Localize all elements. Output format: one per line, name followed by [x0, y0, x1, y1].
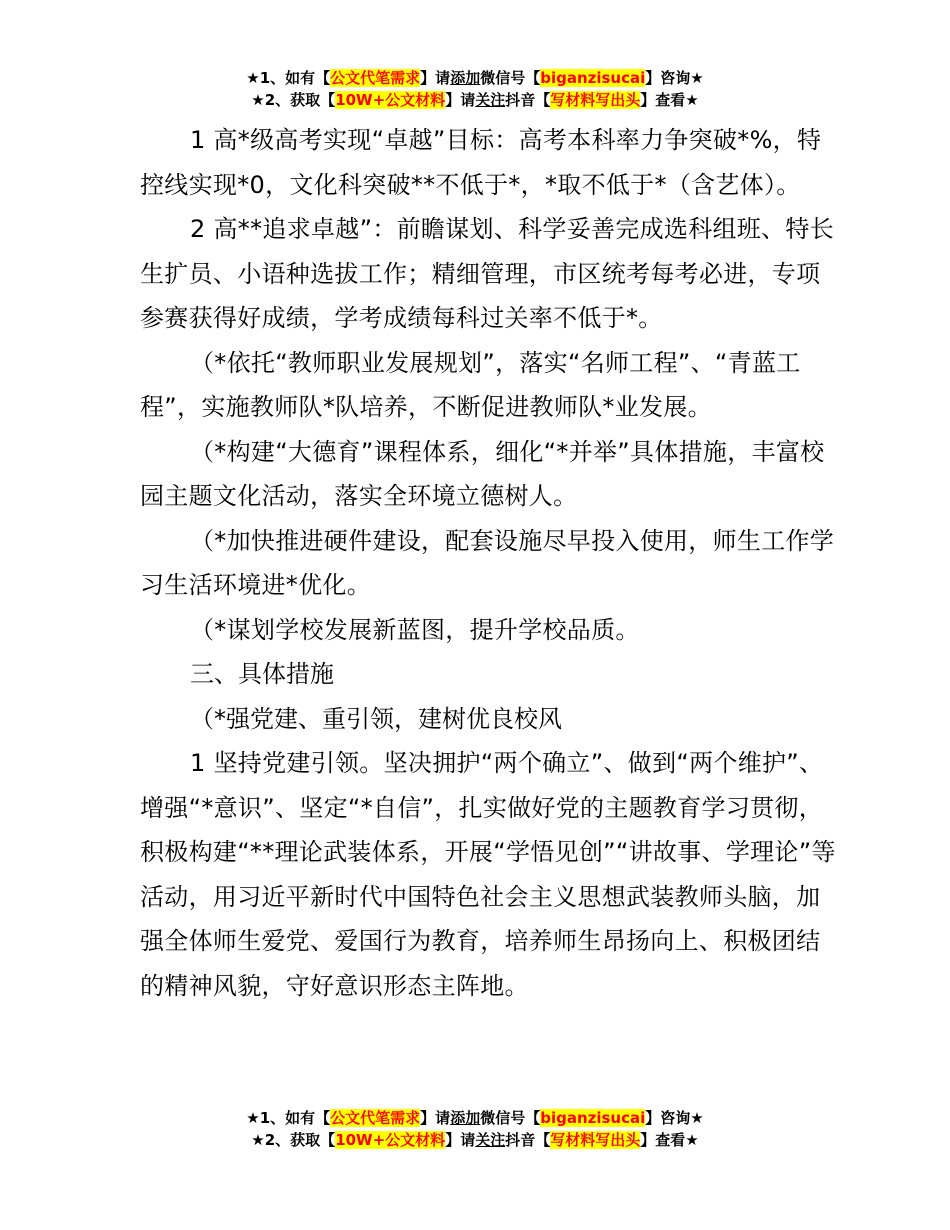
paragraph: （*谋划学校发展新蓝图，提升学校品质。: [190, 615, 640, 644]
banner-line-2: [0, 89, 950, 111]
highlighted-text: 公文代笔需求: [330, 69, 421, 87]
paragraph: （*依托“教师职业发展规划”，落实“名师工程”、“青蓝工程”，实施教师队*队培养，不断促进教师队*业发展。: [140, 348, 801, 421]
banner-text: 抖音【: [505, 1131, 551, 1149]
banner-text: 抖音【: [505, 91, 551, 109]
footer-banner: [0, 1107, 950, 1151]
highlighted-text: 10W+公文材料: [335, 1131, 446, 1149]
banner-text: 】咨询★: [645, 69, 704, 87]
banner-text: ★1、如有【: [246, 1109, 331, 1127]
banner-text: 】请: [445, 91, 476, 109]
header-banner: [0, 67, 950, 111]
paragraph: （*加快推进硬件建设，配套设施尽早投入使用，师生工作学习生活环境进*优化。: [140, 526, 835, 599]
banner-line-2: [0, 1129, 950, 1151]
banner-text: 】查看★: [640, 91, 699, 109]
banner-line-1: [0, 67, 950, 89]
paragraph: 1 坚持党建引领。坚决拥护“两个确立”、做到“两个维护”、增强“*意识”、坚定“*自信”，扎实做好党的主题教育学习贯彻，积极构建“**理论武装体系，开展“学悟见创”“讲故事、学理论”等活动，用习近平新时代中国特色社会主义思想武装教师头脑，加强全体师生爱党、爱国行为教育，培养师生昂扬向上、积极团结的精神风貌，守好意识形态主阵地。: [140, 749, 836, 1000]
underlined-text: 关注: [475, 91, 506, 109]
banner-text: ★2、获取【: [251, 1131, 336, 1149]
banner-line-1: [0, 1107, 950, 1129]
section-heading: 三、具体措施: [190, 660, 334, 688]
subheading: （*强党建、重引领，建树优良校风: [190, 704, 562, 733]
highlighted-text: 10W+公文材料: [335, 91, 446, 109]
paragraph: 1 高*级高考实现“卓越”目标：高考本科率力争突破*%，特控线实现*0，文化科突破**不低于*，*取不低于*（含艺体）。: [140, 126, 822, 199]
banner-text: 微信号【: [480, 1109, 541, 1127]
banner-text: ★2、获取【: [251, 91, 336, 109]
banner-text: 】请: [445, 1131, 476, 1149]
document-body: [140, 118, 840, 1008]
douyin-id: 写材料写出头: [550, 91, 641, 109]
wechat-id: biganzisucai: [540, 1109, 646, 1127]
banner-text: 】请: [420, 69, 451, 87]
paragraph: 2 高**追求卓越”：前瞻谋划、科学妥善完成选科组班、特长生扩员、小语种选拔工作；精细管理，市区统考每考必进，专项参赛获得好成绩，学考成绩每科过关率不低于*。: [140, 215, 835, 332]
banner-text: ★1、如有【: [246, 69, 331, 87]
banner-text: 】咨询★: [645, 1109, 704, 1127]
douyin-id: 写材料写出头: [550, 1131, 641, 1149]
underlined-text: 添加: [450, 69, 481, 87]
banner-text: 】请: [420, 1109, 451, 1127]
banner-text: 微信号【: [480, 69, 541, 87]
underlined-text: 添加: [450, 1109, 481, 1127]
wechat-id: biganzisucai: [540, 69, 646, 87]
highlighted-text: 公文代笔需求: [330, 1109, 421, 1127]
underlined-text: 关注: [475, 1131, 506, 1149]
paragraph: （*构建“大德育”课程体系，细化“*并举”具体措施，丰富校园主题文化活动，落实全环境立德树人。: [140, 437, 825, 510]
banner-text: 】查看★: [640, 1131, 699, 1149]
